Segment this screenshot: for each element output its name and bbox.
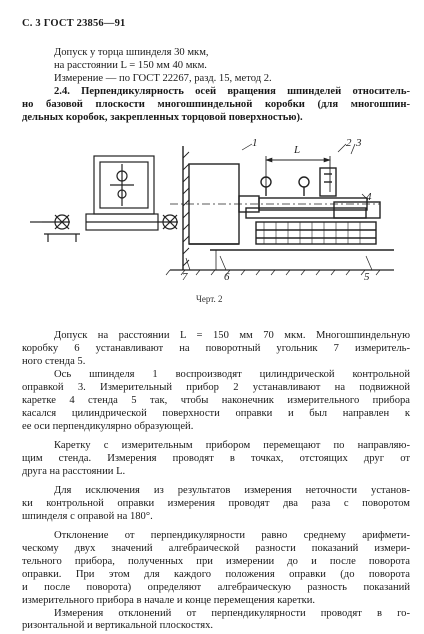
body-line: ризонтальной и вертикальной плоскостях. <box>22 620 214 631</box>
section-title-line-1: 2.4. Перпендикулярность осей вращения шпинделей относитель- <box>54 86 410 97</box>
body-line: оправки. При этом для каждого положения оправки (до поворота <box>22 569 410 580</box>
body-line: оправкой 3. Измерительный прибор 2 устанавливают на подвижной <box>22 382 410 393</box>
section-title-line-2: но базовой плоскости многошпиндельной коробки (для многошпин- <box>22 99 410 110</box>
body-line: касался цилиндрической поверхности оправки и был направлен к <box>22 408 410 419</box>
body-line: Для исключения из результатов измерения неточности установ- <box>54 485 410 496</box>
label-L: L <box>294 144 301 156</box>
measuring-stand-rail <box>256 222 376 244</box>
body-line: друга на расстоянии L. <box>22 466 126 477</box>
body-line: Допуск на расстоянии L = 150 мм 70 мкм. Многошпиндельную <box>54 330 410 341</box>
measurement-diagram <box>20 138 420 286</box>
label-4: 4 <box>366 191 372 203</box>
tolerance-distance-line: на расстоянии L = 150 мм 40 мкм. <box>54 60 207 71</box>
body-line: каретке 4 стенда 5 так, чтобы наконечник измерительного прибора <box>22 395 410 406</box>
body-line: ческому двух значений алгебраической разности показаний измери- <box>22 543 410 554</box>
body-line: ки контрольной оправки измерения проводят два раза с поворотом <box>22 498 410 509</box>
label-6: 6 <box>224 271 230 283</box>
body-line: коробку 6 устанавливают на поворотный угольник 7 измеритель- <box>22 343 410 354</box>
body-line: тельного прибора, полученных при измерении до и после поворота <box>22 556 410 567</box>
body-line: Ось шпинделя 1 воспроизводят цилиндрической контрольной <box>54 369 410 380</box>
body-line: измерительного прибора в начале и конце перемещения каретки. <box>22 595 316 606</box>
label-3: 3 <box>356 137 362 149</box>
page-header: С. 3 ГОСТ 23856—91 <box>22 18 126 29</box>
label-1: 1 <box>252 137 258 149</box>
body-line: шпинделя с оправой на 180°. <box>22 511 153 522</box>
indicator-2 <box>299 177 309 187</box>
body-line: Отклонение от перпендикулярности равно среднему арифмети- <box>54 530 410 541</box>
label-5: 5 <box>364 271 370 283</box>
label-7: 7 <box>182 271 188 283</box>
tolerance-face-line: Допуск у торца шпинделя 30 мкм, <box>54 47 209 58</box>
body-line: Каретку с измерительным прибором перемещают по направляю- <box>54 440 410 451</box>
body-line: ее оси перпендикулярно образующей. <box>22 421 194 432</box>
figure-caption: Черт. 2 <box>196 294 223 304</box>
label-2: 2 <box>346 137 352 149</box>
measurement-line: Измерение — по ГОСТ 22267, разд. 15, метод 2. <box>54 73 272 84</box>
body-line: и после поворота) определяют алгебраическую разность показаний <box>22 582 410 593</box>
section-title-line-3: дельных коробок, закрепленных торцовой поверхностью). <box>22 112 303 123</box>
body-line: Измерения отклонений от перпендикулярности проводят в го- <box>54 608 410 619</box>
body-line: ного стенда 5. <box>22 356 86 367</box>
body-line: щим стенда. Измерения проводят в точках, отстоящих друг от <box>22 453 410 464</box>
